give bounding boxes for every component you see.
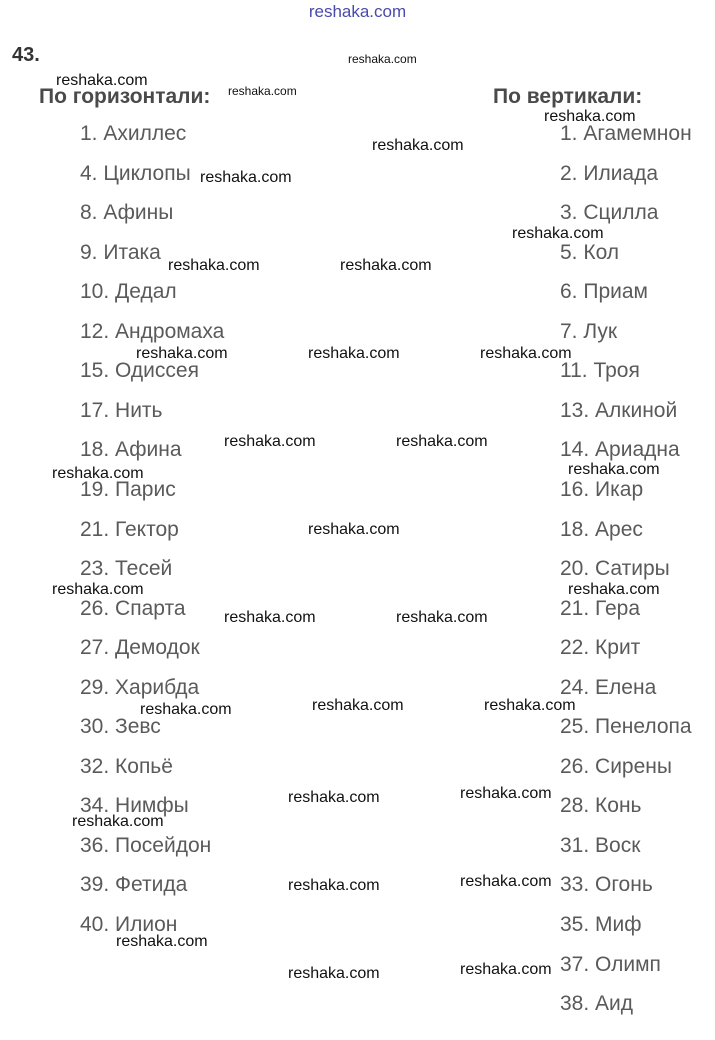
answer-item: 19. Парис — [80, 477, 176, 501]
answer-item: 21. Гера — [560, 596, 641, 620]
answer-item: 38. Аид — [560, 992, 634, 1016]
watermark-text: reshaka.com — [460, 873, 552, 890]
answer-item: 33. Огонь — [560, 873, 653, 897]
horizontal-heading: По горизонтали: — [39, 85, 211, 108]
watermark-text: reshaka.com — [396, 433, 488, 450]
watermark-text: reshaka.com — [228, 84, 297, 98]
answer-item: 35. Миф — [560, 913, 642, 936]
task-number: 43. — [12, 44, 40, 66]
answer-item: 20. Сатиры — [560, 557, 670, 581]
answer-item: 31. Воск — [560, 833, 641, 857]
answer-item: 4. Циклопы — [80, 161, 191, 185]
answer-item: 12. Андромаха — [80, 319, 225, 343]
watermark-text: reshaka.com — [484, 697, 576, 714]
answer-item: 5. Кол — [560, 240, 620, 264]
answer-item: 10. Дедал — [80, 280, 177, 304]
watermark-text: reshaka.com — [56, 72, 148, 89]
answer-item: 13. Алкиной — [560, 398, 678, 422]
answer-item: 3. Сцилла — [560, 201, 659, 225]
answer-item: 27. Демодок — [80, 636, 200, 660]
watermark-text: reshaka.com — [512, 225, 604, 242]
answer-item: 29. Харибда — [80, 675, 200, 699]
answer-item: 15. Одиссея — [80, 359, 199, 383]
watermark-text: reshaka.com — [140, 701, 232, 718]
site-header-watermark: reshaka.com — [308, 2, 407, 21]
answer-item: 18. Арес — [560, 517, 643, 541]
watermark-text: reshaka.com — [568, 461, 660, 478]
answer-item: 25. Пенелопа — [560, 715, 692, 739]
watermark-text: reshaka.com — [116, 933, 208, 950]
watermark-text: reshaka.com — [168, 257, 260, 274]
answer-item: 16. Икар — [560, 477, 644, 501]
answer-item: 30. Зевс — [80, 715, 161, 739]
vertical-heading: По вертикали: — [493, 85, 643, 108]
answer-item: 26. Сирены — [560, 754, 672, 778]
watermark-text: reshaka.com — [52, 581, 144, 598]
answer-item: 39. Фетида — [80, 873, 188, 897]
answer-item: 23. Тесей — [80, 557, 173, 581]
answer-item: 34. Нимфы — [80, 794, 189, 818]
watermark-text: reshaka.com — [544, 108, 636, 125]
answer-item: 24. Елена — [560, 675, 657, 699]
watermark-text: reshaka.com — [288, 877, 380, 894]
answer-item: 6. Приам — [560, 280, 648, 304]
answer-item: 36. Посейдон — [80, 833, 212, 857]
watermark-text: reshaka.com — [224, 609, 316, 626]
watermark-text: reshaka.com — [224, 433, 316, 450]
watermark-text: reshaka.com — [460, 785, 552, 802]
answer-item: 1. Агамемнон — [560, 122, 692, 145]
watermark-text: reshaka.com — [568, 581, 660, 598]
watermark-text: reshaka.com — [480, 345, 572, 362]
answer-item: 8. Афины — [80, 201, 174, 225]
watermark-text: reshaka.com — [52, 465, 144, 482]
answer-item: 40. Илион — [80, 913, 178, 936]
answer-item: 18. Афина — [80, 438, 182, 462]
watermark-text: reshaka.com — [308, 521, 400, 538]
watermark-text: reshaka.com — [200, 169, 292, 186]
watermark-text: reshaka.com — [460, 961, 552, 978]
watermark-text: reshaka.com — [308, 345, 400, 362]
watermark-text: reshaka.com — [312, 697, 404, 714]
answer-item: 32. Копьё — [80, 754, 173, 778]
watermark-text: reshaka.com — [348, 52, 417, 66]
watermark-text: reshaka.com — [288, 789, 380, 806]
answer-item: 37. Олимп — [560, 952, 661, 976]
answer-item: 11. Троя — [560, 359, 640, 383]
watermark-text: reshaka.com — [288, 965, 380, 982]
watermark-text: reshaka.com — [72, 813, 164, 830]
watermark-text: reshaka.com — [372, 137, 464, 154]
answer-item: 17. Нить — [80, 398, 163, 422]
answer-item: 9. Итака — [80, 240, 161, 264]
answer-item: 21. Гектор — [80, 517, 179, 541]
watermark-text: reshaka.com — [340, 257, 432, 274]
watermark-text: reshaka.com — [396, 609, 488, 626]
answer-item: 1. Ахиллес — [80, 122, 187, 145]
watermark-text: reshaka.com — [136, 345, 228, 362]
answer-item: 7. Лук — [560, 319, 618, 343]
answer-item: 28. Конь — [560, 794, 642, 818]
answer-item: 2. Илиада — [560, 161, 659, 185]
answer-item: 22. Крит — [560, 636, 641, 660]
answer-item: 26. Спарта — [80, 596, 186, 620]
answer-item: 14. Ариадна — [560, 438, 680, 462]
